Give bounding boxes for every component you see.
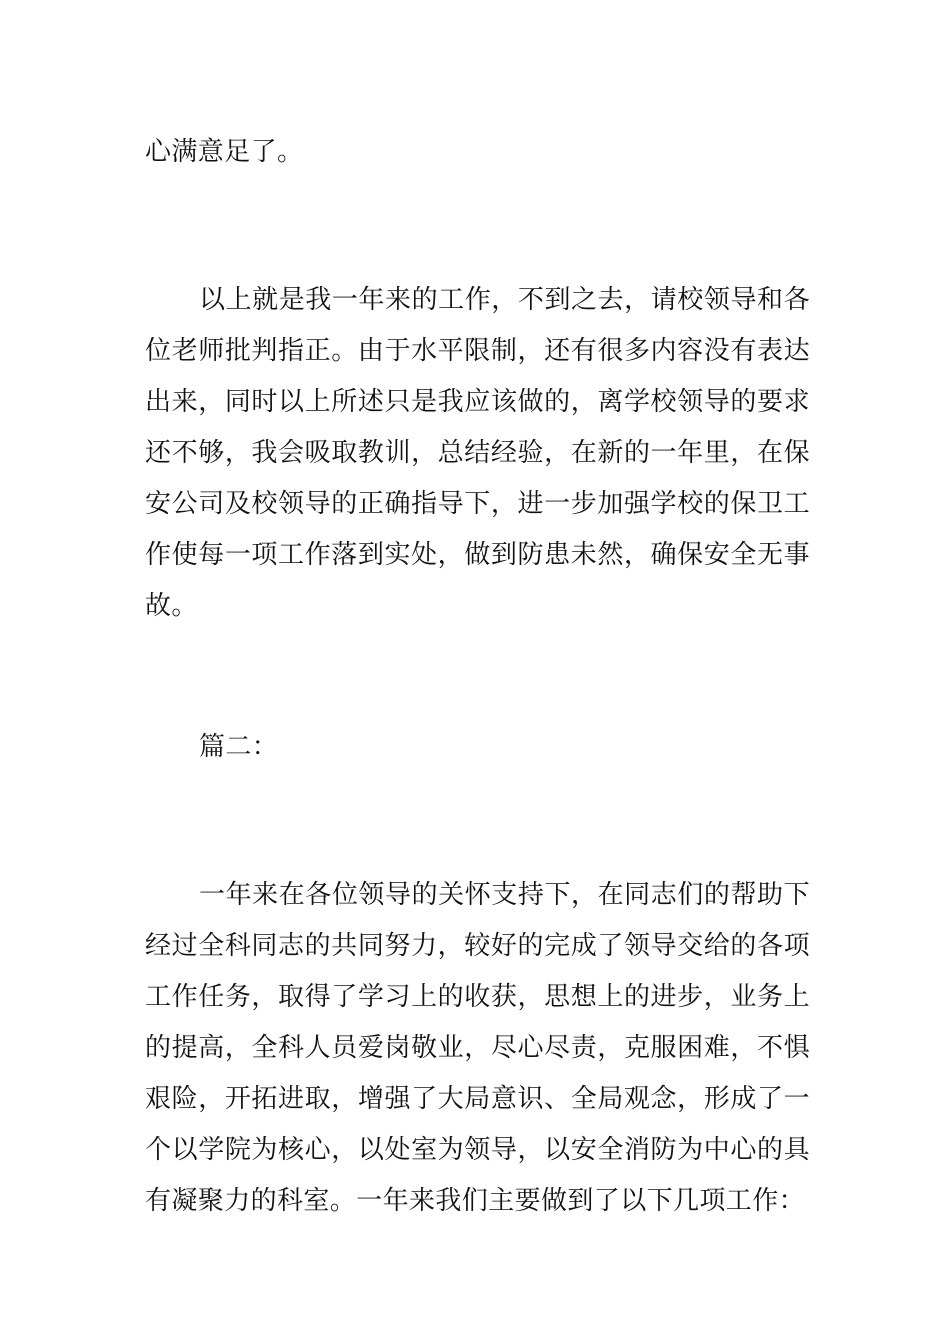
section-heading: 篇二： [199, 732, 279, 762]
paragraph-intro: 一年来在各位领导的关怀支持下，在同志们的帮助下经过全科同志的共同努力，较好的完成了领导交给的各项工作任务，取得了学习上的收获，思想上的进步，业务上的提高，全科人员爱岗敬业，尽心尽责，克服困难，不惧艰险，开拓进取，增强了大局意识、全局观念，形成了一个以学院为核心，以处室为领导，以安全消防为中心的具有凝聚力的科室。一年来我们主要做到了以下几项工作： [145, 880, 810, 1216]
paragraph-continuation: 心满意足了。 [145, 137, 304, 167]
paragraph-conclusion: 以上就是我一年来的工作，不到之去，请校领导和各位老师批判指正。由于水平限制，还有很多内容没有表达出来，同时以上所述只是我应该做的，离学校领导的要求还不够，我会吸取教训，总结经验，在新的一年里，在保安公司及校领导的正确指导下，进一步加强学校的保卫工作使每一项工作落到实处，做到防患未然，确保安全无事故。 [145, 285, 810, 621]
